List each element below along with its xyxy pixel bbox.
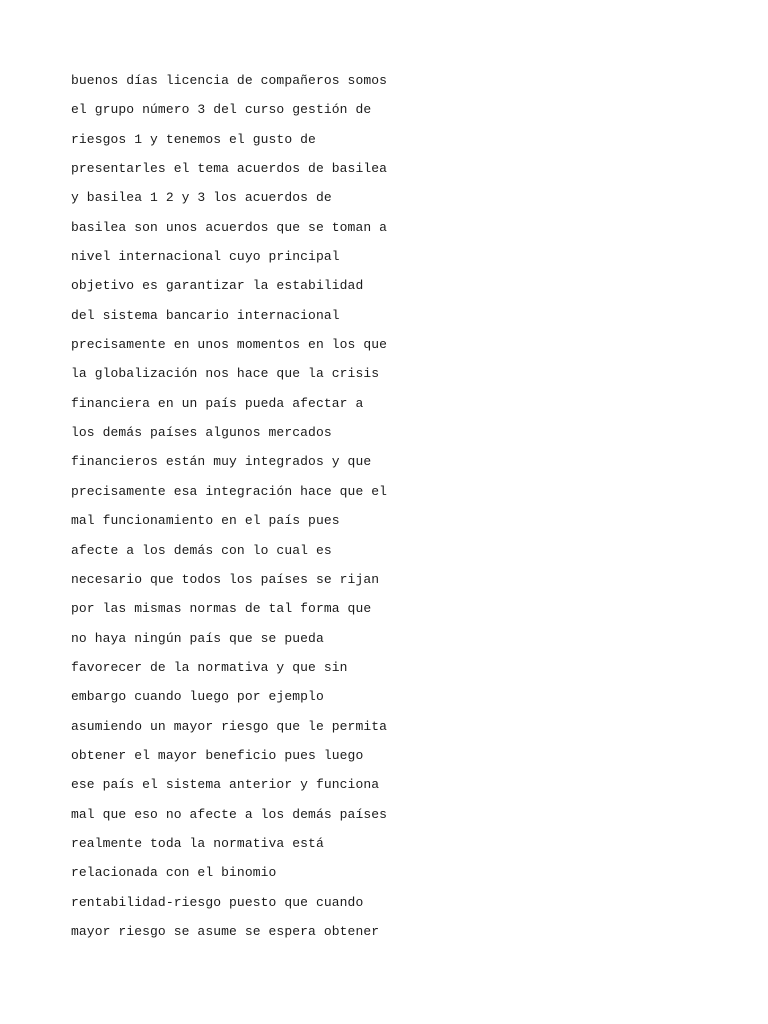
text-line: afecte a los demás con lo cual es [71, 542, 332, 558]
text-line: necesario que todos los países se rijan [71, 571, 380, 587]
text-line: y basilea 1 2 y 3 los acuerdos de [71, 190, 332, 206]
text-line: la globalización nos hace que la crisis [71, 366, 380, 382]
text-line: mal que eso no afecte a los demás países [71, 806, 388, 822]
text-line: mal funcionamiento en el país pues [71, 513, 340, 529]
text-line: precisamente esa integración hace que el [71, 483, 388, 499]
text-line: realmente toda la normativa está [71, 835, 324, 851]
text-line: favorecer de la normativa y que sin [71, 659, 348, 675]
text-line: financieros están muy integrados y que [71, 454, 372, 470]
text-line: presentarles el tema acuerdos de basilea [71, 161, 388, 177]
text-line: relacionada con el binomio [71, 865, 277, 881]
text-line: ese país el sistema anterior y funciona [71, 777, 380, 793]
text-line: por las mismas normas de tal forma que [71, 601, 372, 617]
text-line: rentabilidad-riesgo puesto que cuando [71, 894, 364, 910]
text-line: objetivo es garantizar la estabilidad [71, 278, 364, 294]
text-line: el grupo número 3 del curso gestión de [71, 102, 372, 118]
text-line: asumiendo un mayor riesgo que le permita [71, 718, 388, 734]
text-line: del sistema bancario internacional [71, 307, 340, 323]
text-line: precisamente en unos momentos en los que [71, 337, 388, 353]
text-line: basilea son unos acuerdos que se toman a [71, 219, 388, 235]
text-line: riesgos 1 y tenemos el gusto de [71, 131, 316, 147]
text-line: obtener el mayor beneficio pues luego [71, 747, 364, 763]
text-line: no haya ningún país que se pueda [71, 630, 324, 646]
text-line: buenos días licencia de compañeros somos [71, 73, 388, 88]
text-line: nivel internacional cuyo principal [71, 249, 340, 265]
transcript-text [71, 66, 387, 946]
text-line: los demás países algunos mercados [71, 425, 332, 441]
text-line: embargo cuando luego por ejemplo [71, 689, 324, 705]
text-line: mayor riesgo se asume se espera obtener [71, 923, 380, 939]
text-line: financiera en un país pueda afectar a [71, 395, 364, 411]
